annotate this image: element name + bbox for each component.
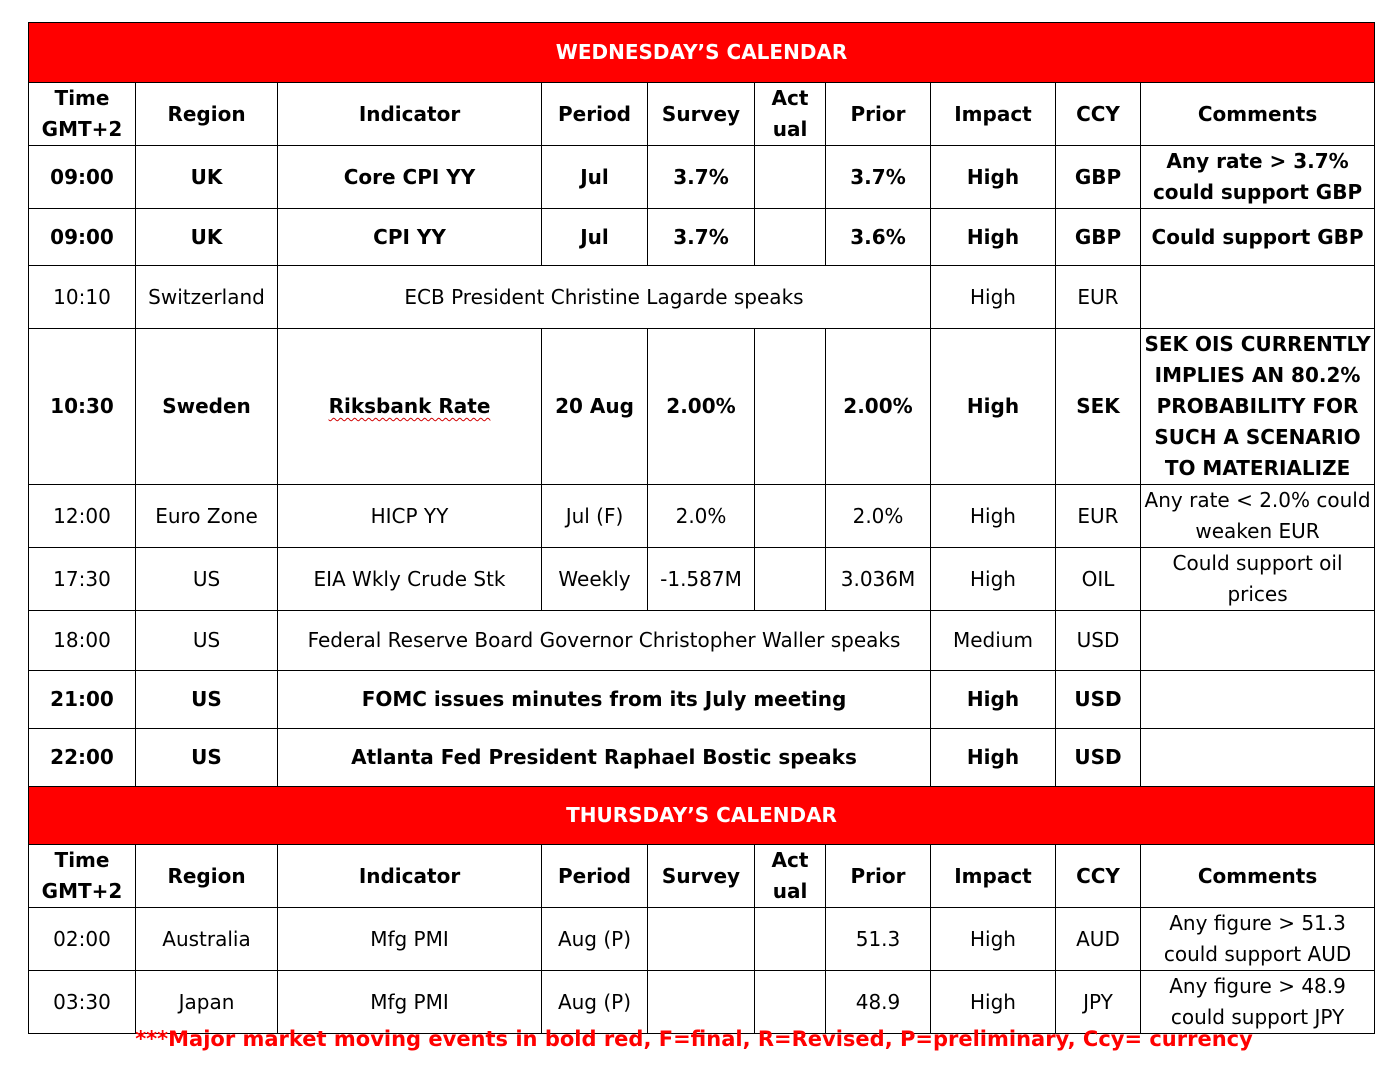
indicator-text: EIA Wkly Crude Stk	[313, 566, 506, 591]
cell-region: Switzerland	[136, 266, 278, 329]
cell-region: US	[136, 729, 278, 787]
cell-ccy: JPY	[1056, 971, 1141, 1034]
cell-region: US	[136, 548, 278, 611]
cell-time: 02:00	[29, 908, 136, 971]
cell-impact: High	[931, 266, 1056, 329]
cell-ccy: GBP	[1056, 146, 1141, 209]
cell-actual	[755, 908, 826, 971]
cell-time: 18:00	[29, 611, 136, 671]
cell-impact: High	[931, 729, 1056, 787]
cell-survey: 3.7%	[648, 209, 755, 266]
cell-prior: 2.0%	[826, 485, 931, 548]
calendar-table	[28, 22, 1375, 1034]
header-period: Period	[542, 845, 648, 908]
cell-survey: 2.00%	[648, 329, 755, 485]
cell-prior: 51.3	[826, 908, 931, 971]
thursday-header-row	[29, 845, 1375, 908]
cell-prior: 3.036M	[826, 548, 931, 611]
wednesday-header-row	[29, 83, 1375, 146]
cell-prior: 48.9	[826, 971, 931, 1034]
cell-impact: High	[931, 671, 1056, 729]
cell-indicator	[278, 548, 542, 611]
cell-survey: -1.587M	[648, 548, 755, 611]
table-row	[29, 329, 1375, 485]
cell-ccy: AUD	[1056, 908, 1141, 971]
cell-period: Aug (P)	[542, 908, 648, 971]
header-impact: Impact	[931, 83, 1056, 146]
cell-region: US	[136, 671, 278, 729]
header-indicator: Indicator	[278, 845, 542, 908]
cell-impact: High	[931, 548, 1056, 611]
header-actual: Act ual	[755, 845, 826, 908]
footnote: ***Major market moving events in bold red, F=final, R=Revised, P=preliminary, Ccy= currency	[135, 1027, 1253, 1051]
header-period: Period	[542, 83, 648, 146]
cell-period: Jul	[542, 146, 648, 209]
cell-impact: High	[931, 329, 1056, 485]
cell-impact: High	[931, 485, 1056, 548]
cell-time: 10:30	[29, 329, 136, 485]
table-row	[29, 266, 1375, 329]
cell-ccy: OIL	[1056, 548, 1141, 611]
cell-region: Australia	[136, 908, 278, 971]
cell-time: 17:30	[29, 548, 136, 611]
cell-actual	[755, 209, 826, 266]
table-row	[29, 729, 1375, 787]
cell-region: US	[136, 611, 278, 671]
header-actual: Act ual	[755, 83, 826, 146]
cell-comments	[1141, 266, 1375, 329]
table-row	[29, 908, 1375, 971]
cell-indicator	[278, 908, 542, 971]
table-row	[29, 146, 1375, 209]
cell-impact: High	[931, 146, 1056, 209]
header-prior: Prior	[826, 83, 931, 146]
cell-comments: Any figure > 48.9 could support JPY	[1141, 971, 1375, 1034]
indicator-text: Riksbank Rate	[328, 394, 491, 418]
wednesday-banner	[29, 23, 1375, 83]
cell-indicator: Core CPI YY	[278, 146, 542, 209]
cell-prior: 3.6%	[826, 209, 931, 266]
cell-comments: Any rate > 3.7% could support GBP	[1141, 146, 1375, 209]
cell-ccy: USD	[1056, 729, 1141, 787]
cell-prior: 3.7%	[826, 146, 931, 209]
table-row	[29, 611, 1375, 671]
cell-comments: Could support GBP	[1141, 209, 1375, 266]
cell-period: Jul	[542, 209, 648, 266]
cell-region: Japan	[136, 971, 278, 1034]
cell-ccy: GBP	[1056, 209, 1141, 266]
cell-region: UK	[136, 209, 278, 266]
cell-comments	[1141, 671, 1375, 729]
table-row	[29, 548, 1375, 611]
cell-period: Aug (P)	[542, 971, 648, 1034]
header-survey: Survey	[648, 845, 755, 908]
cell-period: 20 Aug	[542, 329, 648, 485]
cell-ccy: USD	[1056, 671, 1141, 729]
cell-impact: High	[931, 908, 1056, 971]
cell-comments: SEK OIS CURRENTLY IMPLIES AN 80.2% PROBABILITY FOR SUCH A SCENARIO TO MATERIALIZE	[1141, 329, 1375, 485]
cell-impact: High	[931, 209, 1056, 266]
cell-impact: Medium	[931, 611, 1056, 671]
table-row	[29, 485, 1375, 548]
cell-time: 12:00	[29, 485, 136, 548]
indicator-text: Mfg PMI	[370, 926, 449, 951]
thursday-banner	[29, 787, 1375, 845]
cell-ccy: EUR	[1056, 266, 1141, 329]
cell-actual	[755, 329, 826, 485]
cell-ccy: SEK	[1056, 329, 1141, 485]
cell-indicator: HICP YY	[278, 485, 542, 548]
cell-time: 10:10	[29, 266, 136, 329]
cell-indicator: FOMC issues minutes from its July meeting	[278, 671, 931, 729]
header-ccy: CCY	[1056, 83, 1141, 146]
cell-comments: Any rate < 2.0% could weaken EUR	[1141, 485, 1375, 548]
header-indicator: Indicator	[278, 83, 542, 146]
cell-ccy: EUR	[1056, 485, 1141, 548]
header-impact: Impact	[931, 845, 1056, 908]
cell-indicator: Federal Reserve Board Governor Christopher Waller speaks	[278, 611, 931, 671]
header-comments: Comments	[1141, 83, 1375, 146]
cell-period: Weekly	[542, 548, 648, 611]
cell-period: Jul (F)	[542, 485, 648, 548]
cell-time: 09:00	[29, 146, 136, 209]
cell-indicator: Atlanta Fed President Raphael Bostic speaks	[278, 729, 931, 787]
header-ccy: CCY	[1056, 845, 1141, 908]
cell-impact: High	[931, 971, 1056, 1034]
cell-survey: 2.0%	[648, 485, 755, 548]
cell-comments	[1141, 729, 1375, 787]
cell-time: 21:00	[29, 671, 136, 729]
header-time: Time GMT+2	[29, 845, 136, 908]
cell-time: 22:00	[29, 729, 136, 787]
cell-indicator	[278, 329, 542, 485]
cell-time: 03:30	[29, 971, 136, 1034]
header-prior: Prior	[826, 845, 931, 908]
thursday-title: THURSDAY’S CALENDAR	[29, 787, 1375, 845]
table-row	[29, 209, 1375, 266]
cell-region: UK	[136, 146, 278, 209]
cell-time: 09:00	[29, 209, 136, 266]
cell-actual	[755, 485, 826, 548]
cell-comments: Could support oil prices	[1141, 548, 1375, 611]
header-region: Region	[136, 83, 278, 146]
cell-comments: Any figure > 51.3 could support AUD	[1141, 908, 1375, 971]
header-survey: Survey	[648, 83, 755, 146]
indicator-text: Mfg PMI	[370, 989, 449, 1014]
cell-indicator: ECB President Christine Lagarde speaks	[278, 266, 931, 329]
cell-comments	[1141, 611, 1375, 671]
cell-ccy: USD	[1056, 611, 1141, 671]
cell-actual	[755, 548, 826, 611]
wednesday-title: WEDNESDAY’S CALENDAR	[29, 23, 1375, 83]
economic-calendar	[28, 22, 1374, 1034]
header-time: Time GMT+2	[29, 83, 136, 146]
cell-survey	[648, 908, 755, 971]
cell-survey: 3.7%	[648, 146, 755, 209]
header-region: Region	[136, 845, 278, 908]
cell-region: Sweden	[136, 329, 278, 485]
header-comments: Comments	[1141, 845, 1375, 908]
cell-prior: 2.00%	[826, 329, 931, 485]
cell-indicator: CPI YY	[278, 209, 542, 266]
cell-actual	[755, 146, 826, 209]
cell-region: Euro Zone	[136, 485, 278, 548]
table-row	[29, 671, 1375, 729]
